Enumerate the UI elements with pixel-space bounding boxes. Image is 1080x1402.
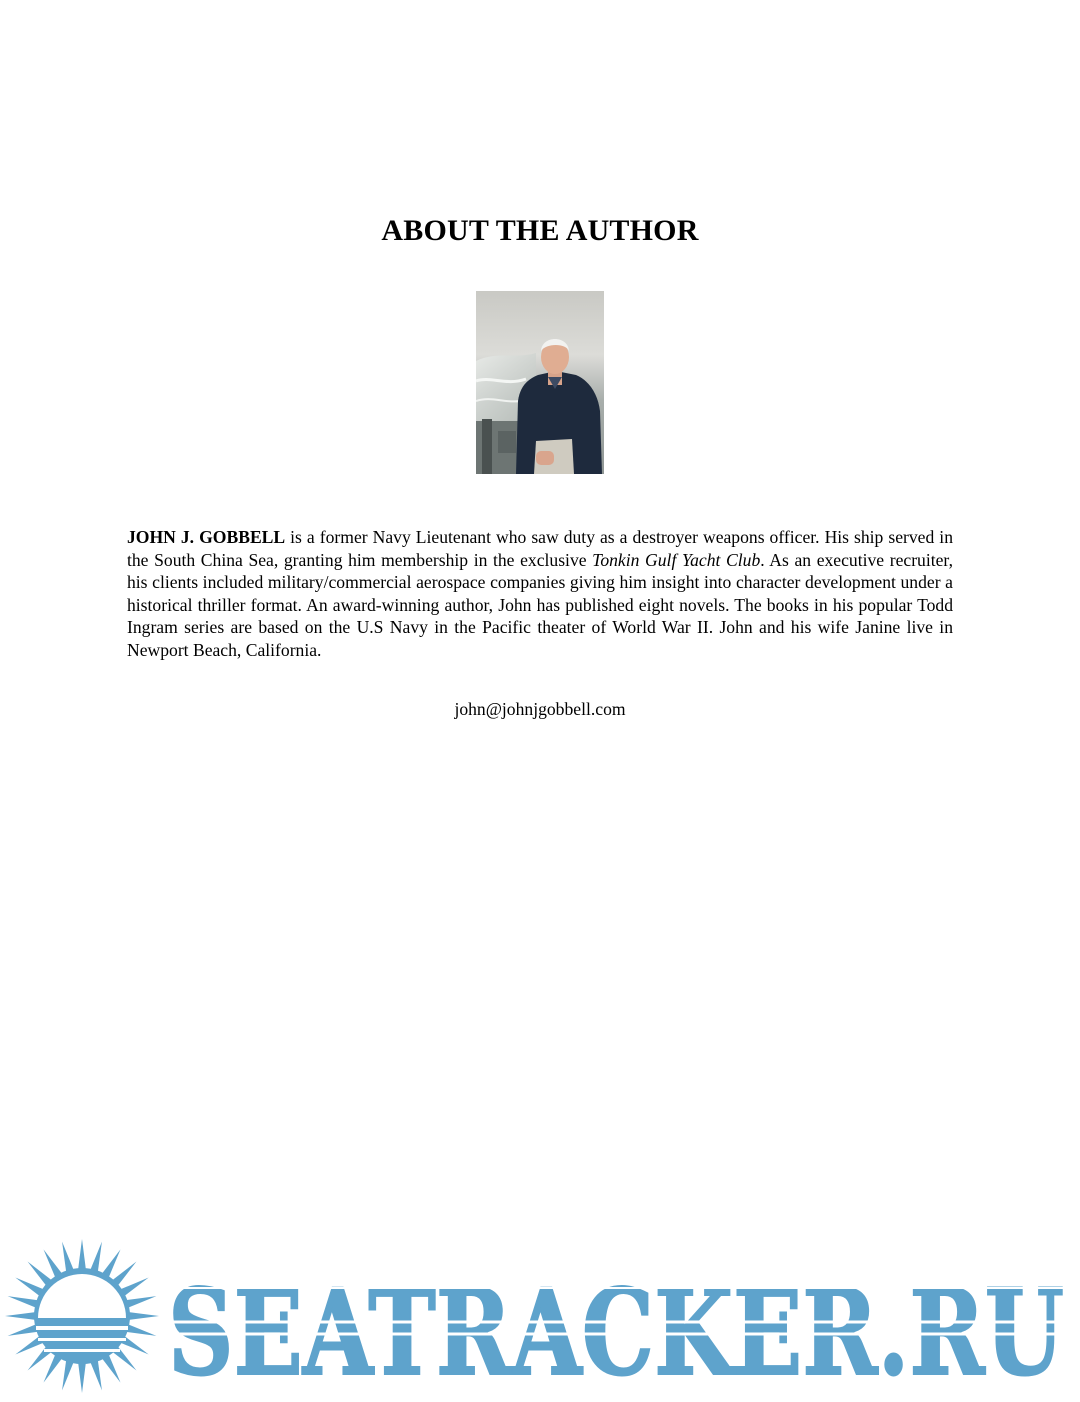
bio-text-2: . As an executive recruiter, his clients included military/commercial aerospace companies giving him insight into character development under a historical thriller format. An award-winning author, John has published eight novels. The books in his popular Todd Ingram series are based on the U.S Navy in the Pacific theater of World War II. John and his wife Janine live in Newport Beach, California. — [127, 549, 953, 660]
author-photo — [476, 291, 604, 474]
author-name: JOHN J. GOBBELL — [127, 527, 286, 547]
page-title: ABOUT THE AUTHOR — [381, 214, 699, 247]
bio-text-1: is a former Navy Lieutenant who saw duty as a destroyer weapons officer. His ship served in the South China Sea, granting him membership in the exclusive — [127, 527, 953, 570]
watermark — [0, 1236, 1080, 1397]
sun-icon — [5, 1239, 159, 1393]
author-email[interactable]: john@johnjgobbell.com — [454, 699, 626, 719]
club-name: Tonkin Gulf Yacht Club — [592, 549, 761, 570]
author-bio — [127, 526, 953, 661]
watermark-text: SEATRACKER.RU — [168, 1263, 1064, 1397]
